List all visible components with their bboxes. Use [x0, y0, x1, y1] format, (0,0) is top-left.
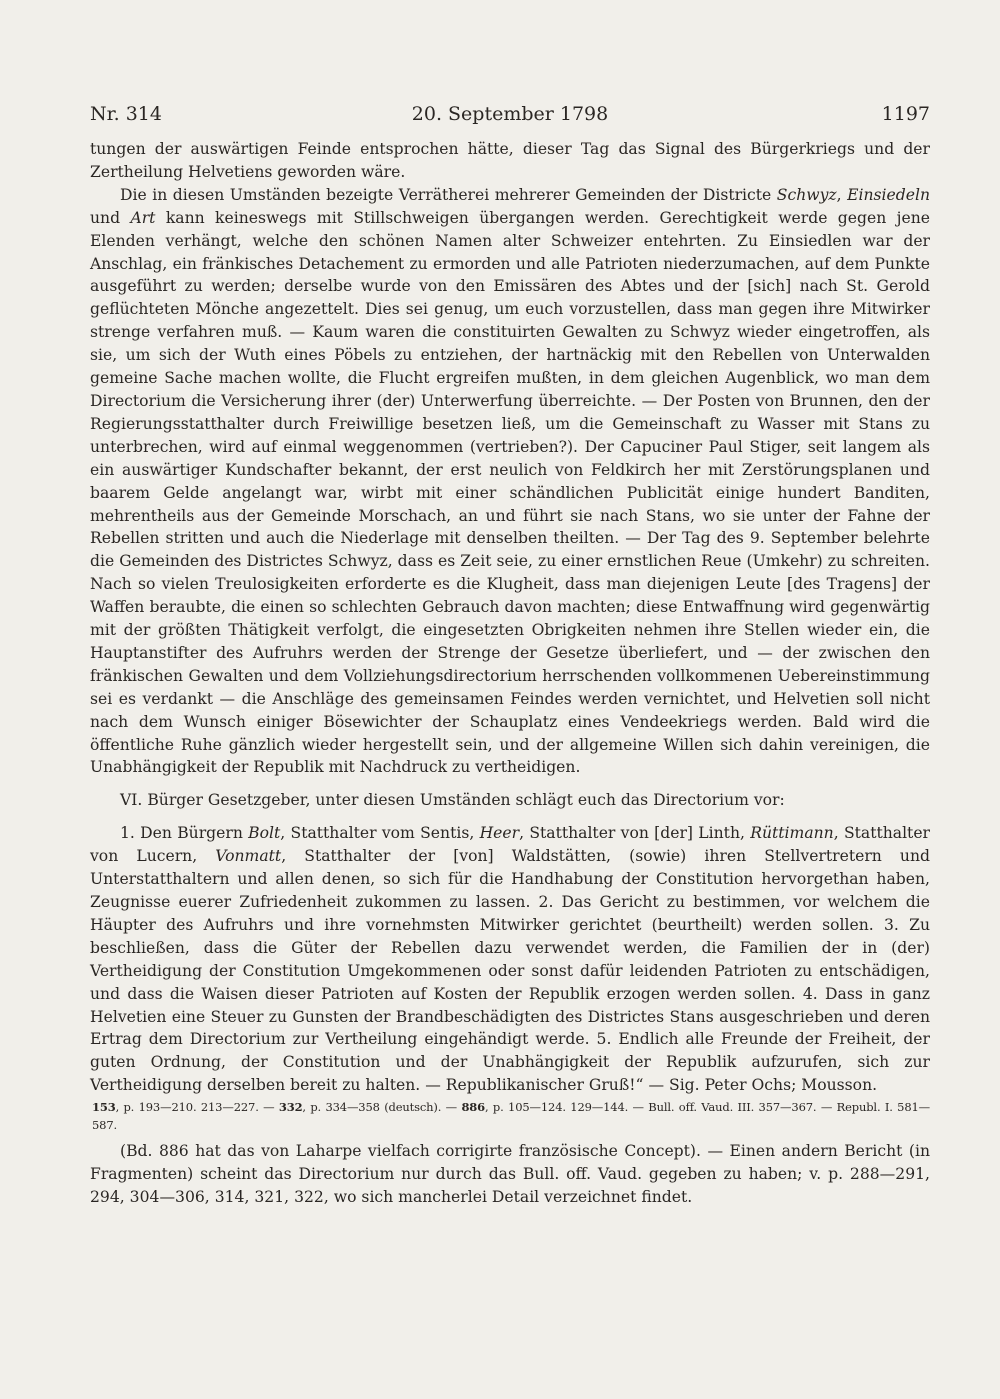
text-run: , Statthalter von Lucern, — [90, 824, 931, 866]
paragraph-4 — [90, 822, 930, 1097]
text-run: 1. Den Bürgern — [120, 824, 249, 843]
text-run: (Bd. 886 hat das von Laharpe vielfach corrigirte französische Concept). — Einen andern Bericht (in Fragmenten) scheint das Directorium nur durch das Bull. off. Vaud. gegeben zu haben; v. p. 288—291, 294, 304—306, 314, 321, 322, wo sich mancherlei Detail verzeichnet findet. — [90, 1142, 930, 1206]
text-run: kann keineswegs mit Stillschweigen übergangen werden. Gerechtigkeit werde gegen jene Elenden verhängt, welche den schönen Namen alter Schweizer entehrten. Zu Einsiedlen war der Anschlag, ein fränkisches Detachement zu ermorden und alle Patrioten niederzumachen, auf dem Punkte ausgeführt zu werden; derselbe wurde von den Emissären des Abtes und der [sich] nach St. Gerold geflüchteten Mönche angezettelt. Dies sei genug, um euch vorzustellen, dass man gegen ihre Mitwirker strenge verfahren muß. — Kaum waren die constituirten Gewalten zu Schwyz wieder eingetroffen, als sie, um sich der Wuth eines Pöbels zu entziehen, der hartnäckig mit den Rebellen von Unterwalden gemeine Sache machen wollte, die Flucht ergreifen mußten, in dem gleichen Augenblick, wo man dem Directorium die Versicherung ihrer (der) Unterwerfung überreichte. — Der Posten von Brunnen, den der Regierungsstatthalter durch Freiwillige besetzen ließ, um die Gemeinschaft zu Wasser mit Stans zu unterbrechen, wird auf einmal weggenommen (vertrieben?). Der Capuciner Paul Stiger, seit langem als ein auswärtiger Kundschafter bekannt, der erst neulich von Feldkirch her mit Zerstörungsplanen und baarem Gelde angelangt war, wirbt mit einer schändlichen Publicität einige hundert Banditen, mehrentheils aus der Gemeinde Morschach, an und führt sie nach Stans, wo sie unter der Fahne der Rebellen stritten und auch die Niederlage mit denselben theilten. — Der Tag des 9. September belehrte die Gemeinden des Districtes Schwyz, dass es Zeit seie, zu einer ernstlichen Reue (Umkehr) zu schreiten. Nach so vielen Treulosigkeiten erforderte es die Klugheit, dass man diejenigen Leute [des Tragens] der Waffen beraubte, die einen so schlechten Gebrauch davon machten; diese Entwaffnung wird gegenwärtig mit der größten Thätigkeit verfolgt, die eingesetzten Obrigkeiten nehmen ihre Stellen wieder ein, die Hauptanstifter des Aufruhrs werden der Strenge der Gesetze überliefert, und — der zwischen den fränkischen Gewalten und dem Vollziehungsdirectorium herrschenden vollkommenen Uebereinstimmung sei es verdankt — die Anschläge des gemeinsamen Feindes werden vernichtet, und Helvetien soll nicht nach dem Wunsch einiger Bösewichter der Schauplatz eines Vendeekriegs werden. Bald wird die öffentliche Ruhe gänzlich wieder hergestellt sein, und der allgemeine Willen sich dahin vereinigen, die Unabhängigkeit der Republik mit Nachdruck zu vertheidigen. — [90, 208, 930, 777]
paragraph-3 — [90, 789, 930, 812]
text-run: , p. 193—210. 213—227. — — [115, 1100, 279, 1115]
text-run: Schwyz — [776, 185, 837, 204]
paragraph-2 — [90, 184, 930, 780]
text-run: Bolt — [248, 824, 281, 843]
text-run: , Statthalter von [der] Linth, — [519, 824, 751, 843]
document-date: 20. September 1798 — [411, 103, 609, 125]
editorial-note — [90, 1140, 930, 1209]
text-run: , p. 105—124. 129—144. — Bull. off. Vaud. III. 357—367. — Republ. I. 581—587. — [92, 1100, 930, 1133]
text-run: Heer — [479, 824, 520, 843]
source-citation — [90, 1098, 930, 1134]
text-run: , Statthalter der [von] Waldstätten, (sowie) ihren Stellvertretern und Unterstatthaltern und allen denen, so sich für die Handhabung der Constitution hervorgethan haben, Zeugnisse euerer Zufriedenheit zukommen zu lassen. 2. Das Gericht zu bestimmen, vor welchem die Häupter des Aufruhrs und ihre vornehmsten Mitwirker gerichtet (beurtheilt) werden sollen. 3. Zu beschließen, dass die Güter der Rebellen dazu verwendet werden, die Familien der in (der) Vertheidigung der Constitution Umgekommenen oder sonst dafür leidenden Patrioten zu entschädigen, und dass die Waisen dieser Patrioten auf Kosten der Republik erzogen werden sollen. 4. Dass in ganz Helvetien eine Steuer zu Gunsten der Brandbeschädigten des Districtes Stans ausgeschrieben und deren Ertrag dem Directorium zur Vertheilung eingehändigt werde. 5. Endlich alle Freunde der Freiheit, der guten Ordnung, der Constitution und der Unabhängigkeit der Republik aufzurufen, sich zur Vertheidigung derselben bereit zu halten. — Republikanischer Gruß!“ — Sig. Peter Ochs; Mousson. — [90, 847, 930, 1095]
text-run: 332 — [278, 1100, 303, 1115]
text-run: , — [836, 185, 848, 204]
text-run: VI. Bürger Gesetzgeber, unter diesen Umständen schlägt euch das Directorium vor: — [120, 791, 785, 810]
paragraph-1 — [90, 138, 930, 184]
text-run: Art — [130, 208, 156, 227]
text-run: , p. 334—358 (deutsch). — — [302, 1100, 462, 1115]
text-run: Rüttimann — [750, 824, 834, 843]
text-run: und — [90, 208, 131, 227]
page-number: 1197 — [881, 103, 930, 125]
text-run: Vonmatt — [215, 847, 282, 866]
document-body — [90, 138, 930, 1209]
text-run: 886 — [461, 1100, 485, 1115]
document-number: Nr. 314 — [90, 103, 162, 125]
text-run: , Statthalter vom Sentis, — [280, 824, 480, 843]
text-run: tungen der auswärtigen Feinde entsprochen hätte, dieser Tag das Signal des Bürgerkriegs und der Zertheilung Helvetiens geworden wäre. — [90, 140, 930, 181]
text-run: 153 — [92, 1100, 116, 1115]
text-run: Die in diesen Umständen bezeigte Verrätherei mehrerer Gemeinden der Districte — [120, 185, 777, 204]
page-header — [90, 101, 930, 127]
text-run: Einsiedeln — [847, 185, 930, 204]
